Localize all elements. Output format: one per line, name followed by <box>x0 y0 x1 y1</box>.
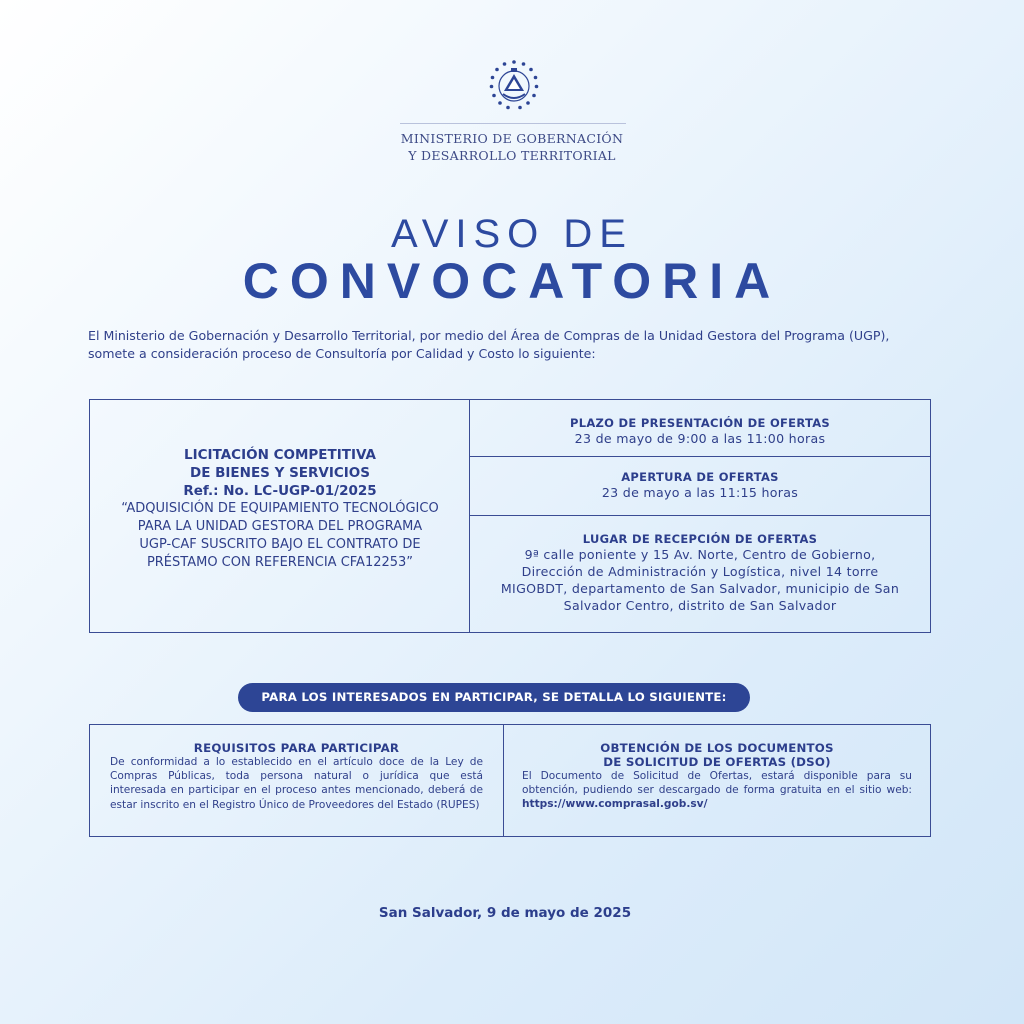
ministry-divider <box>400 123 626 124</box>
ministry-line-2: Y DESARROLLO TERRITORIAL <box>408 148 616 163</box>
deadline-cell <box>470 400 930 457</box>
opening-value: 23 de mayo a las 11:15 horas <box>601 485 799 500</box>
documents-description: El Documento de Solicitud de Ofertas, estará disponible para su obtención, pudiendo ser descargado de forma gratuita en el sitio web: <box>522 770 912 797</box>
deadline-value: 23 de mayo de 9:00 a las 11:00 horas <box>574 431 826 446</box>
location-heading: LUGAR DE RECEPCIÓN DE OFERTAS <box>582 532 818 546</box>
documents-heading-line-2: DE SOLICITUD DE OFERTAS (DSO) <box>603 755 831 769</box>
ministry-line-1: MINISTERIO DE GOBERNACIÓN <box>400 131 624 146</box>
tender-details-table <box>89 399 931 633</box>
intro-paragraph: El Ministerio de Gobernación y Desarrollo Territorial, por medio del Área de Compras de la Unidad Gestora del Programa (UGP), somete a consideración proceso de Consultoría por Calidad y Costo lo siguiente: <box>88 328 890 361</box>
documents-heading-line-1: OBTENCIÓN DE LOS DOCUMENTOS <box>600 741 834 755</box>
tender-summary-cell <box>90 400 470 632</box>
documents-cell <box>504 725 930 836</box>
participants-banner: PARA LOS INTERESADOS EN PARTICIPAR, SE DETALLA LO SIGUIENTE: <box>238 683 750 712</box>
title-line-2: CONVOCATORIA <box>242 253 782 309</box>
location-cell <box>470 516 930 632</box>
documents-text <box>522 769 912 812</box>
participation-table <box>89 724 931 837</box>
tender-type-line-2: DE BIENES Y SERVICIOS <box>189 465 371 481</box>
tender-reference: Ref.: No. LC-UGP-01/2025 <box>183 483 377 499</box>
el-salvador-coat-of-arms-icon <box>484 56 544 116</box>
tender-description: “ADQUISICIÓN DE EQUIPAMIENTO TECNOLÓGICO PARA LA UNIDAD GESTORA DEL PROGRAMA UGP-CAF SUSCRITO BAJO EL CONTRATO DE PRÉSTAMO CON REFERENCIA CFA12253” <box>121 501 439 570</box>
requirements-cell <box>90 725 504 836</box>
deadline-heading: PLAZO DE PRESENTACIÓN DE OFERTAS <box>569 416 831 430</box>
title-line-1: AVISO DE <box>391 212 633 256</box>
ministry-name <box>380 130 644 164</box>
requirements-text: De conformidad a lo establecido en el artículo doce de la Ley de Compras Públicas, toda persona natural o jurídica que está interesada en participar en el proceso antes mencionado, deberá de estar inscrito en el Registro Único de Proveedores del Estado (RUPES) <box>110 756 483 811</box>
requirements-heading: REQUISITOS PARA PARTICIPAR <box>193 741 400 755</box>
footer-date: San Salvador, 9 de mayo de 2025 <box>378 905 632 921</box>
opening-cell <box>470 457 930 516</box>
tender-type-line-1: LICITACIÓN COMPETITIVA <box>184 447 376 463</box>
location-value: 9ª calle poniente y 15 Av. Norte, Centro de Gobierno, Dirección de Administración y Logística, nivel 14 torre MIGOBDT, departamento de San Salvador, municipio de San Salvador Centro, distrito de San Salvador <box>500 547 900 613</box>
comprasal-link[interactable]: https://www.comprasal.gob.sv/ <box>522 798 708 811</box>
opening-heading: APERTURA DE OFERTAS <box>621 470 779 484</box>
